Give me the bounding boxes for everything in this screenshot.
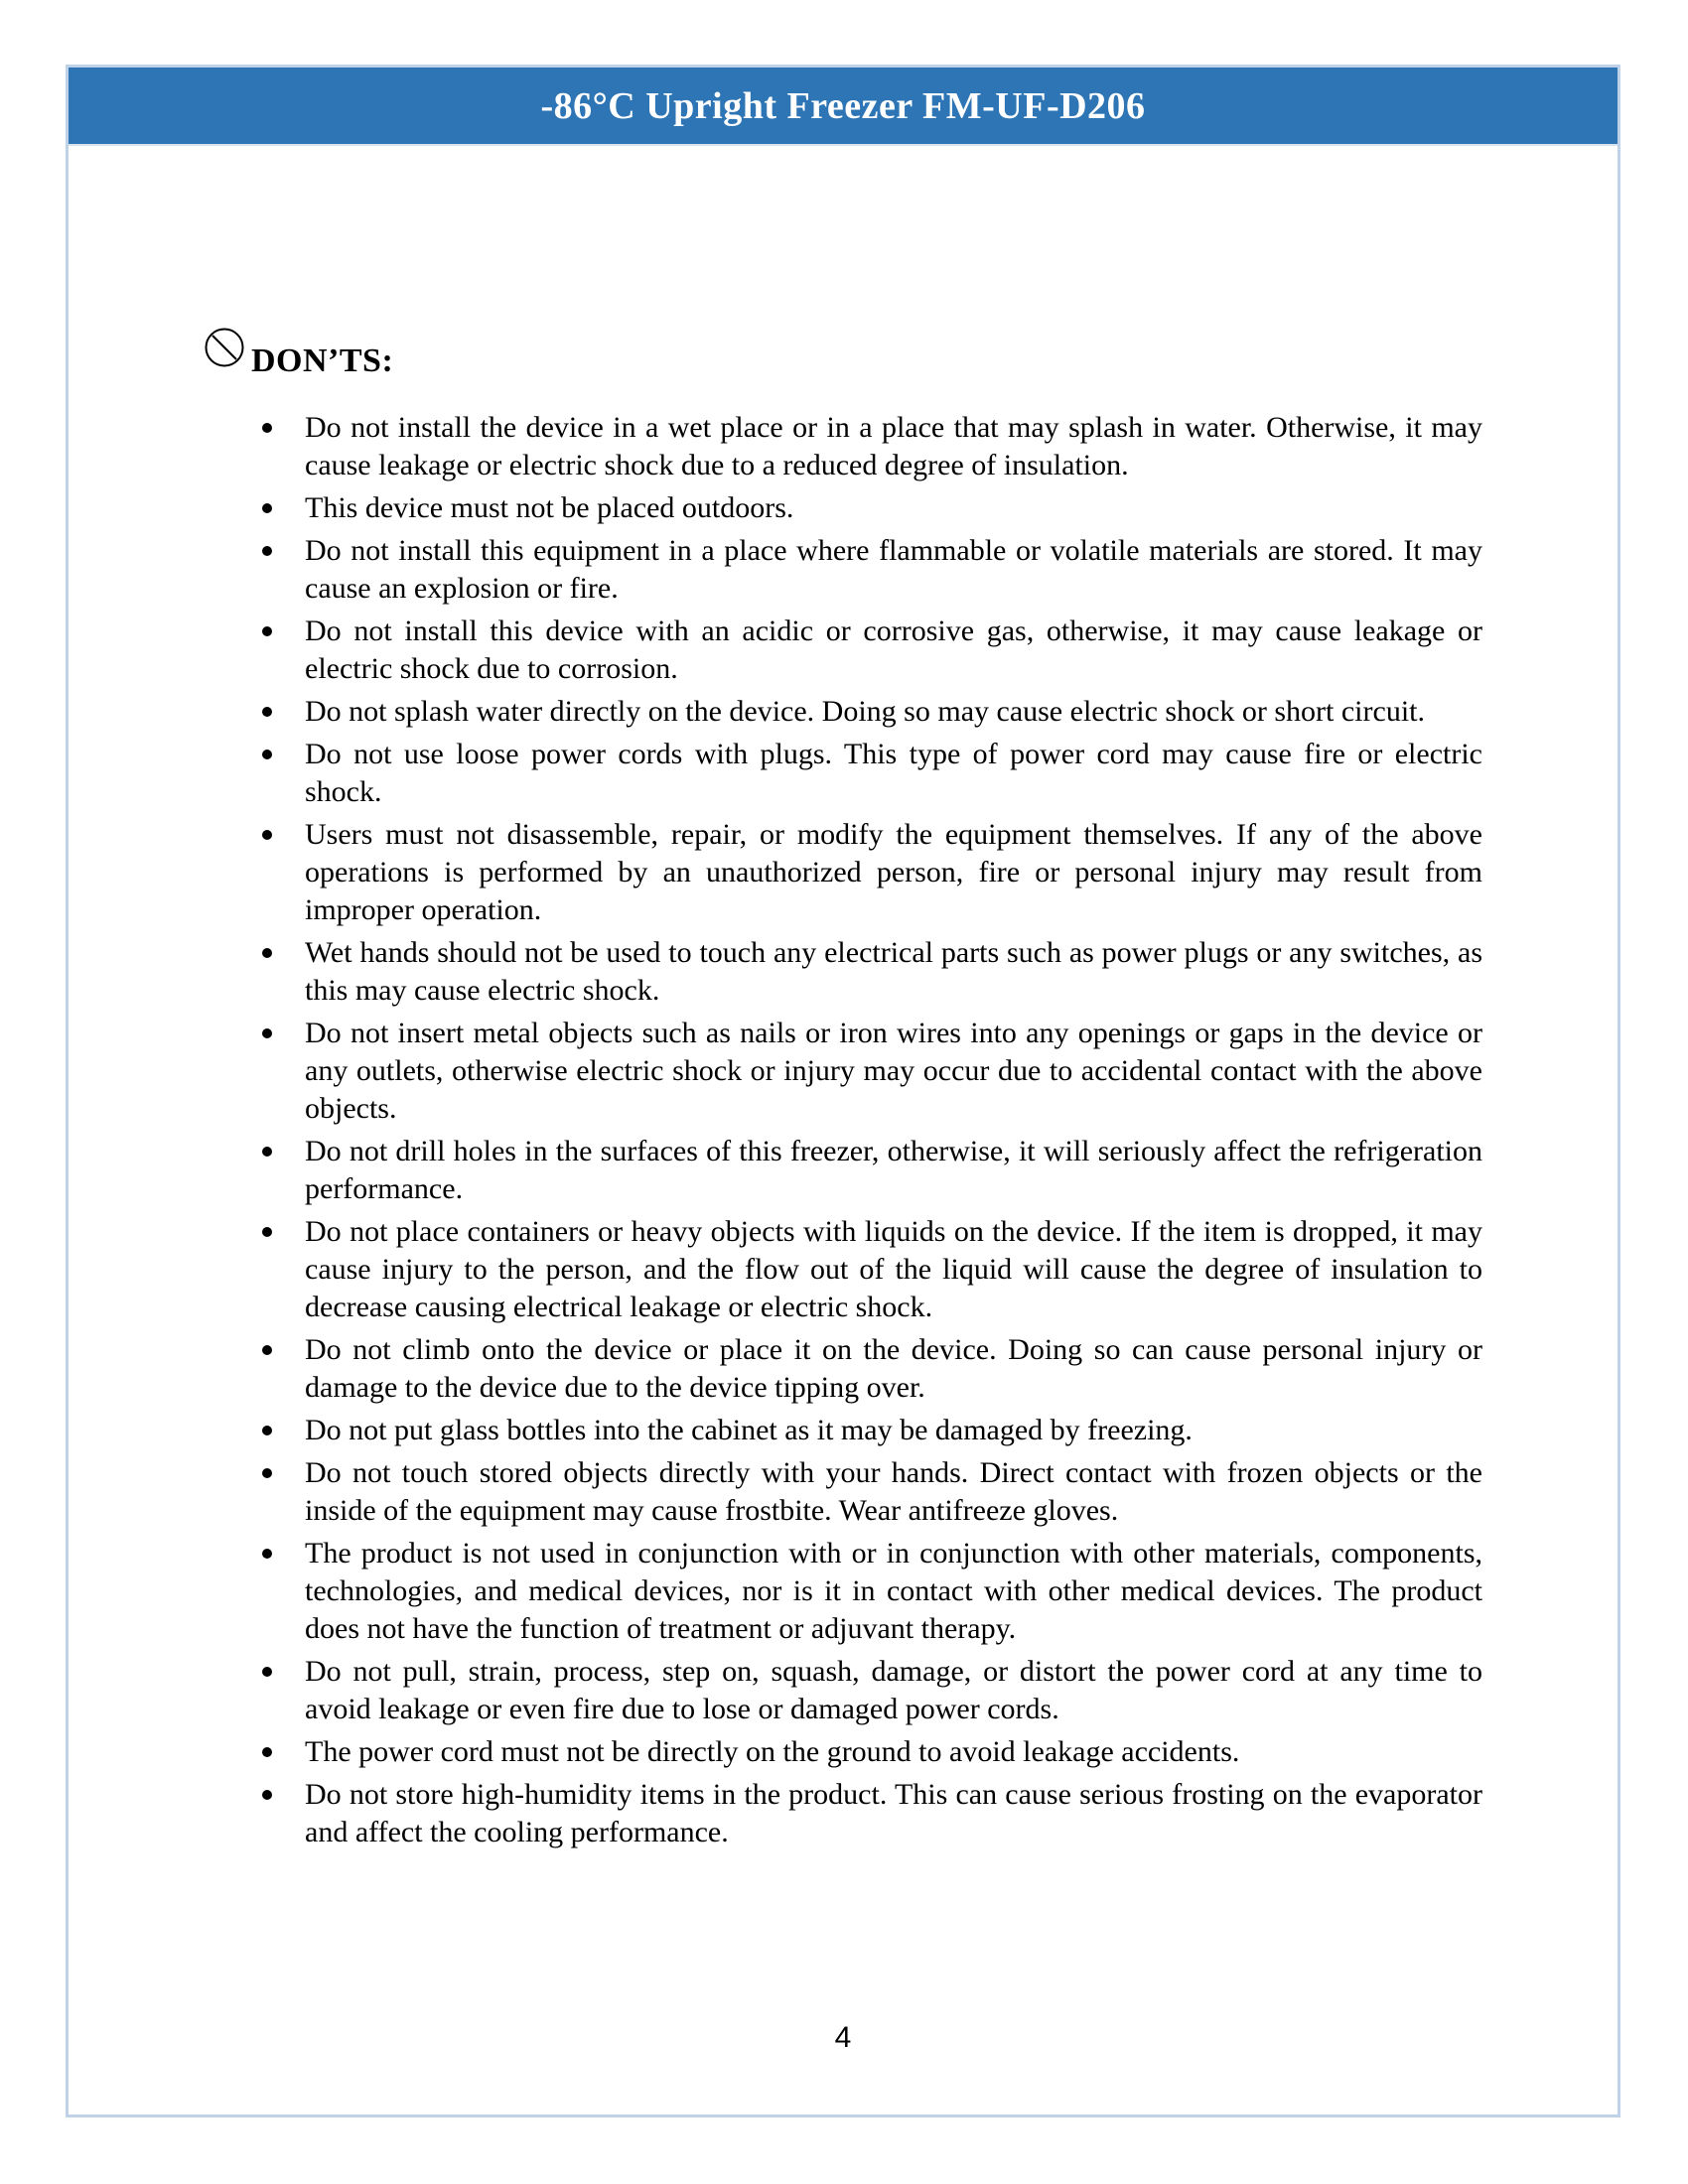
bullet-marker	[262, 503, 272, 513]
page-number: 4	[834, 2021, 852, 2054]
dont-item	[305, 409, 1482, 484]
bullet-marker	[262, 830, 272, 840]
dont-item	[305, 489, 1482, 527]
bullet-marker	[262, 423, 272, 433]
dont-item-text: Wet hands should not be used to touch any electrical parts such as power plugs or any switches, as this may cause electric shock.	[305, 936, 1482, 1007]
dont-item	[305, 1331, 1482, 1407]
dont-item	[305, 1213, 1482, 1326]
dont-item-text: Do not drill holes in the surfaces of this freezer, otherwise, it will seriously affect the refrigeration performance.	[305, 1135, 1482, 1205]
bullet-marker	[262, 1667, 272, 1677]
dont-item-text: Do not touch stored objects directly with your hands. Direct contact with frozen objects or the inside of the equipment may cause frostbite. Wear antifreeze gloves.	[305, 1456, 1482, 1527]
bullet-marker	[262, 1549, 272, 1559]
bullet-marker	[262, 707, 272, 717]
document-title: -86°C Upright Freezer FM-UF-D206	[540, 84, 1146, 127]
dont-item	[305, 1535, 1482, 1648]
bullet-marker	[262, 1426, 272, 1435]
bullet-marker	[262, 626, 272, 636]
header-bar	[69, 68, 1618, 146]
dont-item-text: Do not use loose power cords with plugs. This type of power cord may cause fire or electric shock.	[305, 738, 1482, 808]
dont-item	[305, 816, 1482, 929]
dont-item-text: Do not install the device in a wet place or in a place that may splash in water. Otherwise, it may cause leakage or electric shock due to a reduced degree of insulation.	[305, 411, 1482, 481]
dont-item-text: Do not store high-humidity items in the product. This can cause serious frosting on the evaporator and affect the cooling performance.	[305, 1778, 1482, 1848]
bullet-marker	[262, 1468, 272, 1478]
bullet-marker	[262, 1747, 272, 1757]
dont-item-text: Do not insert metal objects such as nails or iron wires into any openings or gaps in the device or any outlets, otherwise electric shock or injury may occur due to accidental contact with the above objects.	[305, 1017, 1482, 1125]
bullet-marker	[262, 546, 272, 556]
dont-item-text: Do not install this device with an acidic or corrosive gas, otherwise, it may cause leakage or electric shock due to corrosion.	[305, 614, 1482, 685]
bullet-marker	[262, 1790, 272, 1800]
page-border-frame	[66, 65, 1620, 2117]
dont-item	[305, 1133, 1482, 1208]
dont-item-text: Users must not disassemble, repair, or modify the equipment themselves. If any of the above operations is performed by an unauthorized person, fire or personal injury may result from improper operation.	[305, 818, 1482, 926]
donts-list	[305, 409, 1482, 1851]
bullet-marker	[262, 948, 272, 958]
donts-heading	[205, 328, 1618, 381]
dont-item	[305, 736, 1482, 811]
dont-item-text: This device must not be placed outdoors.	[305, 491, 794, 524]
dont-item-text: Do not put glass bottles into the cabinet as it may be damaged by freezing.	[305, 1414, 1193, 1446]
dont-item	[305, 934, 1482, 1010]
donts-heading-label: DON’TS:	[251, 342, 394, 379]
dont-item	[305, 613, 1482, 688]
dont-item	[305, 1733, 1482, 1771]
bullet-marker	[262, 1028, 272, 1038]
dont-item	[305, 693, 1482, 731]
dont-item	[305, 532, 1482, 608]
dont-item	[305, 1412, 1482, 1449]
dont-item-text: Do not pull, strain, process, step on, squash, damage, or distort the power cord at any time to avoid leakage or even fire due to lose or damaged power cords.	[305, 1655, 1482, 1725]
dont-item	[305, 1454, 1482, 1530]
dont-item-text: Do not climb onto the device or place it on the device. Doing so can cause personal injury or damage to the device due to the device tipping over.	[305, 1333, 1482, 1404]
prohibition-icon	[205, 328, 244, 367]
dont-item	[305, 1653, 1482, 1728]
bullet-marker	[262, 1147, 272, 1157]
dont-item	[305, 1015, 1482, 1128]
dont-item-text: Do not install this equipment in a place where flammable or volatile materials are stored. It may cause an explosion or fire.	[305, 534, 1482, 605]
dont-item-text: The product is not used in conjunction with or in conjunction with other materials, components, technologies, and medical devices, nor is it in contact with other medical devices. The product does not have the function of treatment or adjuvant therapy.	[305, 1537, 1482, 1645]
dont-item-text: Do not place containers or heavy objects with liquids on the device. If the item is dropped, it may cause injury to the person, and the flow out of the liquid will cause the degree of insulation to decrease causing electrical leakage or electric shock.	[305, 1215, 1482, 1323]
dont-item-text: Do not splash water directly on the device. Doing so may cause electric shock or short circuit.	[305, 695, 1425, 728]
dont-item-text: The power cord must not be directly on the ground to avoid leakage accidents.	[305, 1735, 1240, 1768]
dont-item	[305, 1776, 1482, 1851]
bullet-marker	[262, 1227, 272, 1237]
bullet-marker	[262, 750, 272, 759]
bullet-marker	[262, 1345, 272, 1355]
page-footer	[69, 2021, 1618, 2055]
